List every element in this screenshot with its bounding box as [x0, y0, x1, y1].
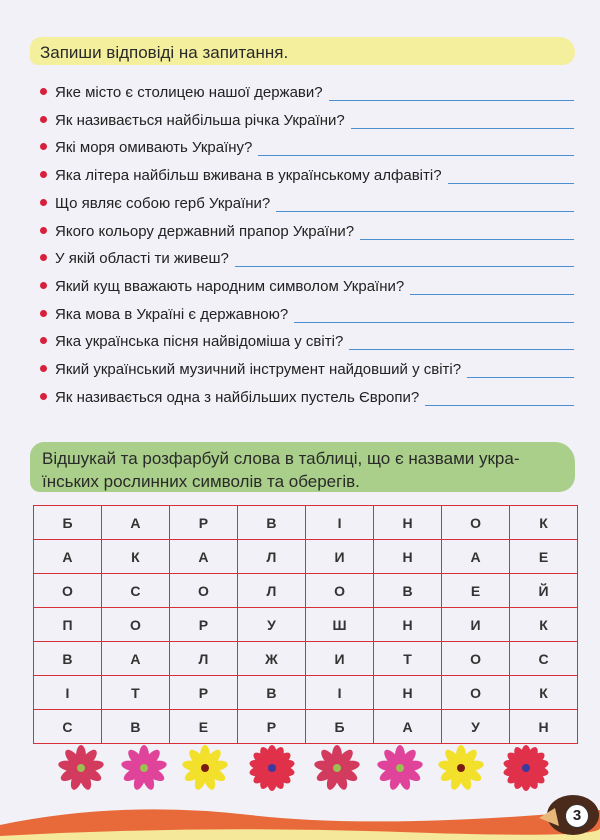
answer-line[interactable] [360, 225, 574, 240]
grid-cell[interactable]: В [34, 642, 102, 676]
question-item [40, 358, 574, 378]
question-item [40, 275, 574, 295]
question-text: Як називається найбільша річка України? [55, 111, 345, 129]
grid-cell[interactable]: К [101, 540, 169, 574]
bullet-icon [40, 310, 47, 317]
answer-line[interactable] [349, 335, 574, 350]
grid-row [34, 608, 578, 642]
grid-cell[interactable]: О [305, 574, 373, 608]
grid-cell[interactable]: Т [101, 676, 169, 710]
answer-line[interactable] [448, 169, 574, 184]
grid-cell[interactable]: Т [374, 642, 442, 676]
flower-icon [182, 745, 228, 791]
grid-cell[interactable]: У [442, 710, 510, 744]
grid-cell[interactable]: Н [374, 540, 442, 574]
answer-line[interactable] [425, 391, 574, 406]
question-item [40, 164, 574, 184]
grid-cell[interactable]: И [305, 540, 373, 574]
grid-cell[interactable]: В [237, 676, 305, 710]
question-item [40, 220, 574, 240]
grid-cell[interactable]: І [34, 676, 102, 710]
flower-icon [121, 745, 167, 791]
grid-cell[interactable]: С [510, 642, 578, 676]
answer-line[interactable] [351, 114, 574, 129]
grid-cell[interactable]: І [305, 506, 373, 540]
bullet-icon [40, 143, 47, 150]
question-text: У якій області ти живеш? [55, 250, 229, 268]
decorative-road [0, 800, 600, 840]
grid-cell[interactable]: Н [374, 506, 442, 540]
task1-heading: Запиши відповіді на запитання. [30, 37, 575, 65]
question-text: Що являє собою герб України? [55, 194, 271, 212]
grid-cell[interactable]: Е [510, 540, 578, 574]
answer-line[interactable] [294, 308, 574, 323]
question-item [40, 330, 574, 350]
question-text: Як називається одна з найбільших пустель Європи? [55, 388, 420, 406]
grid-cell[interactable]: С [101, 574, 169, 608]
grid-cell[interactable]: В [374, 574, 442, 608]
flower-icon [438, 745, 484, 791]
question-item [40, 247, 574, 267]
grid-cell[interactable]: Р [169, 676, 237, 710]
grid-cell[interactable]: Р [169, 608, 237, 642]
question-text: Який український музичний інструмент найдовший у світі? [55, 361, 462, 378]
answer-line[interactable] [329, 86, 574, 101]
question-item [40, 136, 574, 156]
question-item [40, 81, 574, 101]
answer-line[interactable] [258, 141, 574, 156]
grid-cell[interactable]: У [237, 608, 305, 642]
grid-cell[interactable]: Ш [305, 608, 373, 642]
grid-cell[interactable]: К [510, 676, 578, 710]
grid-cell[interactable]: Л [237, 540, 305, 574]
bullet-icon [40, 227, 47, 234]
grid-cell[interactable]: Б [34, 506, 102, 540]
word-search-grid [33, 505, 578, 744]
bullet-icon [40, 88, 47, 95]
grid-cell[interactable]: Е [169, 710, 237, 744]
grid-cell[interactable]: Б [305, 710, 373, 744]
bullet-icon [40, 199, 47, 206]
question-text: Які моря омивають Україну? [55, 139, 253, 157]
grid-cell[interactable]: Л [169, 642, 237, 676]
bullet-icon [40, 282, 47, 289]
grid-cell[interactable]: О [169, 574, 237, 608]
grid-cell[interactable]: Й [510, 574, 578, 608]
grid-row [34, 642, 578, 676]
grid-row [34, 676, 578, 710]
grid-cell[interactable]: К [510, 608, 578, 642]
grid-cell[interactable]: О [442, 506, 510, 540]
grid-cell[interactable]: П [34, 608, 102, 642]
grid-cell[interactable]: А [101, 642, 169, 676]
question-text: Яке місто є столицею нашої держави? [55, 84, 323, 101]
grid-cell[interactable]: Н [374, 608, 442, 642]
answer-line[interactable] [410, 280, 574, 295]
bullet-icon [40, 337, 47, 344]
question-text: Яка літера найбільш вживана в українському алфавіті? [55, 167, 442, 185]
grid-cell[interactable]: А [101, 506, 169, 540]
bullet-icon [40, 116, 47, 123]
bullet-icon [40, 171, 47, 178]
flower-icon [377, 745, 423, 791]
flower-icon [249, 745, 295, 791]
question-text: Яка українська пісня найвідоміша у світі? [55, 333, 344, 351]
grid-cell[interactable]: К [510, 506, 578, 540]
flower-icon [314, 745, 360, 791]
grid-cell[interactable]: Л [237, 574, 305, 608]
question-text: Яка мова в Україні є державною? [55, 305, 289, 323]
grid-cell[interactable]: Р [237, 710, 305, 744]
grid-cell[interactable]: Е [442, 574, 510, 608]
grid-cell[interactable]: С [34, 710, 102, 744]
bullet-icon [40, 393, 47, 400]
question-item [40, 386, 574, 406]
question-text: Якого кольору державний прапор України? [55, 222, 355, 240]
flower-icon [58, 745, 104, 791]
grid-row [34, 574, 578, 608]
grid-cell[interactable]: И [442, 608, 510, 642]
grid-cell[interactable]: Ж [237, 642, 305, 676]
grid-cell[interactable]: О [442, 642, 510, 676]
grid-cell[interactable]: Н [374, 676, 442, 710]
bullet-icon [40, 365, 47, 372]
grid-row [34, 710, 578, 744]
grid-cell[interactable]: В [237, 506, 305, 540]
grid-cell[interactable]: А [442, 540, 510, 574]
grid-cell[interactable]: Р [169, 506, 237, 540]
grid-cell[interactable]: А [374, 710, 442, 744]
page-number: 3 [565, 804, 589, 828]
question-item [40, 303, 574, 323]
answer-line[interactable] [467, 363, 574, 378]
question-item [40, 192, 574, 212]
answer-line[interactable] [276, 197, 574, 212]
grid-cell[interactable]: І [305, 676, 373, 710]
grid-cell[interactable]: В [101, 710, 169, 744]
grid-cell[interactable]: О [442, 676, 510, 710]
task2-heading: Відшукай та розфарбуй слова в таблиці, що є назвами укра-їнських рослинних символів та оберегів. [30, 442, 575, 492]
answer-line[interactable] [235, 252, 574, 267]
bullet-icon [40, 254, 47, 261]
grid-cell[interactable]: А [169, 540, 237, 574]
grid-cell[interactable]: И [305, 642, 373, 676]
flower-icon [503, 745, 549, 791]
question-text: Який кущ вважають народним символом України? [55, 277, 405, 295]
grid-row [34, 540, 578, 574]
question-item [40, 109, 574, 129]
grid-cell[interactable]: О [101, 608, 169, 642]
grid-cell[interactable]: А [34, 540, 102, 574]
grid-row [34, 506, 578, 540]
grid-cell[interactable]: Н [510, 710, 578, 744]
grid-cell[interactable]: О [34, 574, 102, 608]
